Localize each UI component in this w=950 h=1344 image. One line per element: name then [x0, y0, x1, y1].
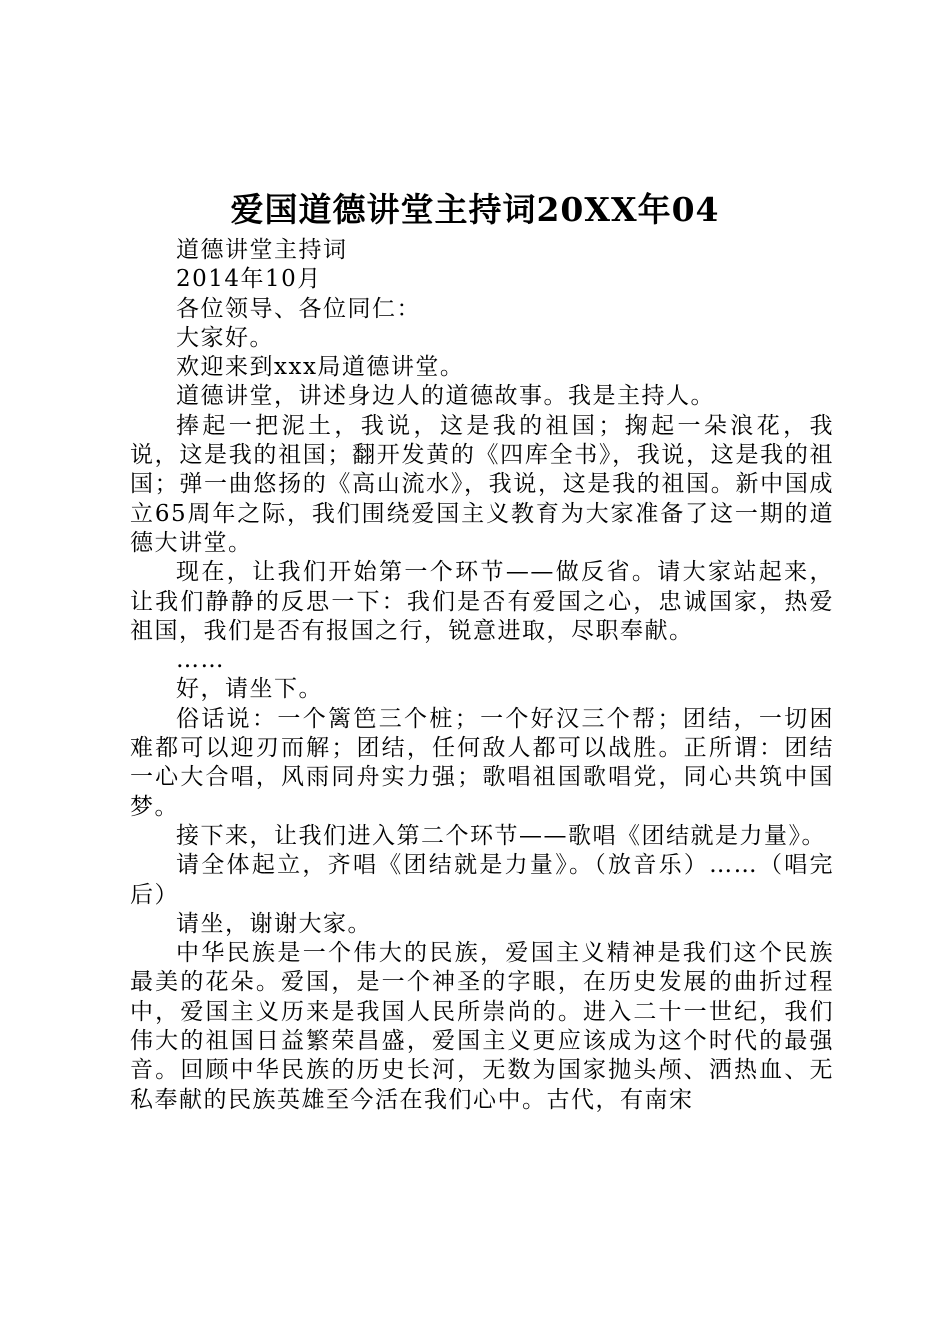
paragraph: 接下来，让我们进入第二个环节——歌唱《团结就是力量》。: [176, 822, 826, 849]
paragraph: ……: [176, 647, 225, 674]
paragraph: 俗话说：一个篱笆三个桩；一个好汉三个帮；团结，一切困难都可以迎刃而解；团结，任何敌人都可以战胜。正所谓：团结一心大合唱，风雨同舟实力强；歌唱祖国歌唱党，同心共筑中国梦。: [130, 705, 834, 820]
paragraph: 道德讲堂主持词: [176, 237, 348, 263]
paragraph: 请全体起立，齐唱《团结就是力量》。（放音乐）……（唱完后）: [130, 852, 834, 908]
paragraph: 请坐，谢谢大家。: [176, 910, 372, 937]
paragraph: 道德讲堂，讲述身边人的道德故事。我是主持人。: [176, 383, 715, 410]
paragraph: 大家好。: [176, 324, 274, 351]
document-body: [130, 236, 834, 1115]
paragraph: 欢迎来到xxx局道德讲堂。: [176, 354, 465, 381]
paragraph: 现在，让我们开始第一个环节——做反省。请大家站起来，让我们静静的反思一下：我们是否有爱国之心，忠诚国家，热爱祖国，我们是否有报国之行，锐意进取，尽职奉献。: [130, 559, 834, 644]
paragraph: 捧起一把泥土，我说，这是我的祖国；掬起一朵浪花，我说，这是我的祖国；翻开发黄的《四库全书》，我说，这是我的祖国；弹一曲悠扬的《高山流水》，我说，这是我的祖国。新中国成立65周年之际，我们围绕爱国主义教育为大家准备了这一期的道德大讲堂。: [130, 412, 834, 556]
paragraph: 各位领导、各位同仁：: [176, 295, 421, 322]
paragraph: 好，请坐下。: [176, 676, 323, 703]
document-title: 爱国道德讲堂主持词20XX年04: [230, 190, 720, 229]
paragraph: 中华民族是一个伟大的民族，爱国主义精神是我们这个民族最美的花朵。爱国，是一个神圣的字眼，在历史发展的曲折过程中，爱国主义历来是我国人民所崇尚的。进入二十一世纪，我们伟大的祖国日益繁荣昌盛，爱国主义更应该成为这个时代的最强音。回顾中华民族的历史长河，无数为国家抛头颅、洒热血、无私奉献的民族英雄至今活在我们心中。古代，有南宋: [130, 940, 834, 1113]
paragraph: 2014年10月: [176, 266, 322, 293]
